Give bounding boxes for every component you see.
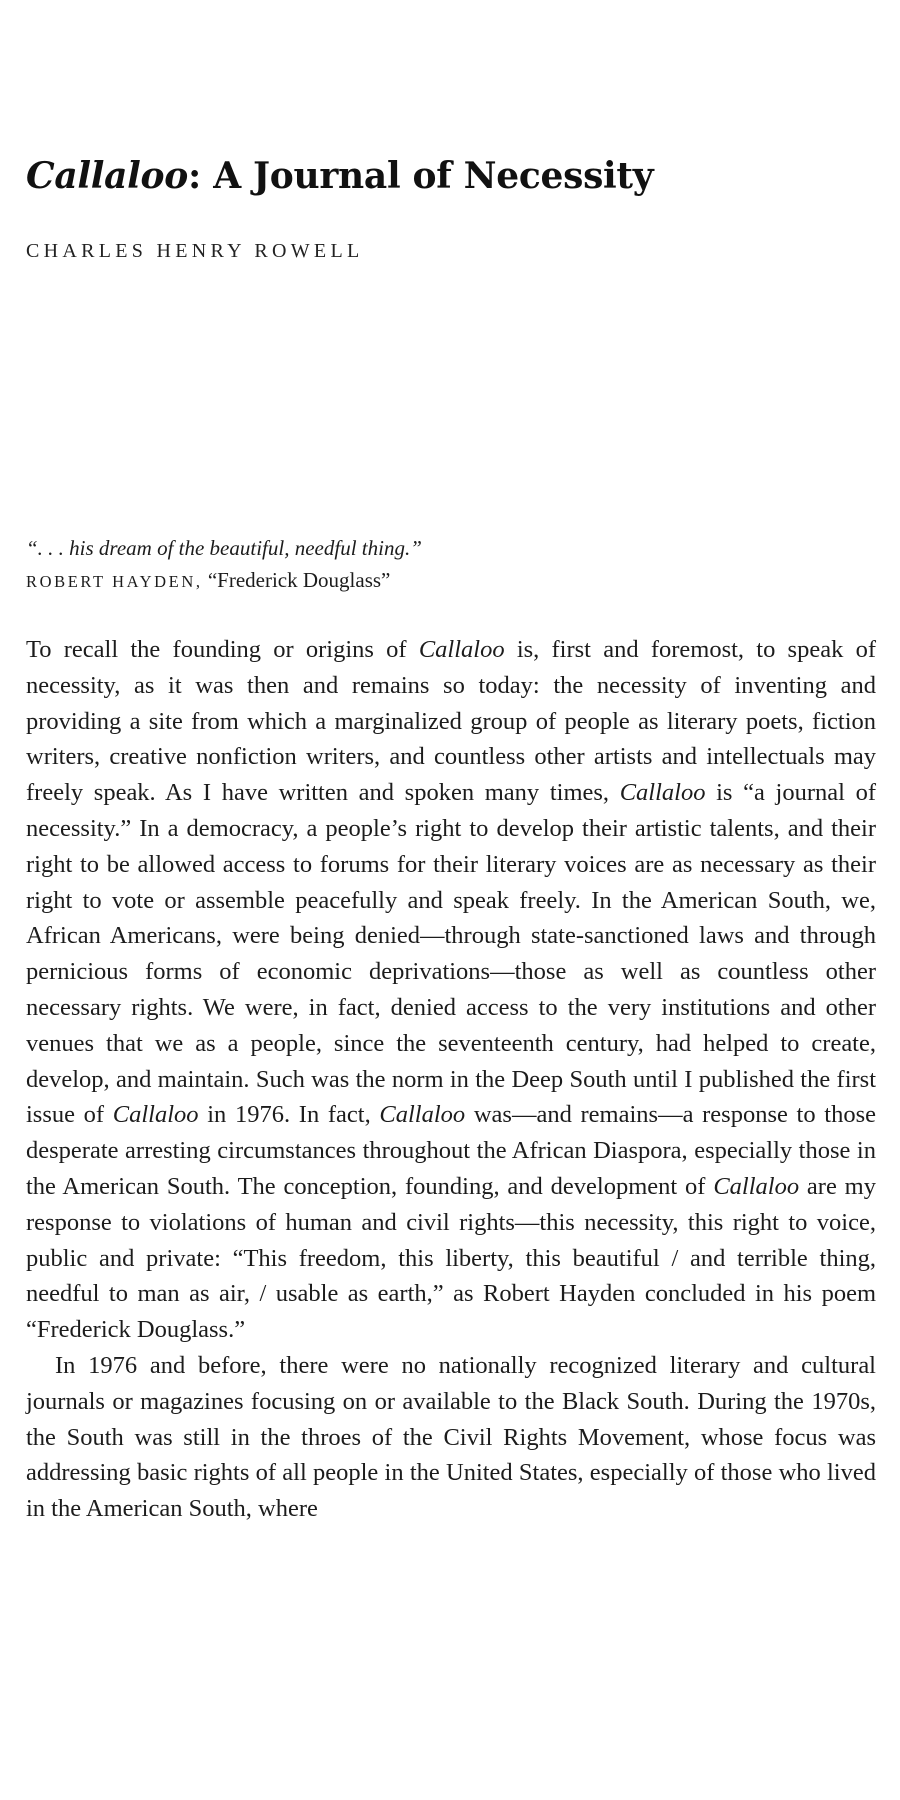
author-name: CHARLES HENRY ROWELL: [26, 240, 364, 262]
journal-name-italic: Callaloo: [112, 1101, 199, 1129]
article-title: [26, 154, 653, 198]
journal-name-italic: Callaloo: [418, 636, 505, 663]
epigraph-attribution: [26, 564, 876, 598]
paragraph-text: are my response to violations of human and civil rights—this necessity, this right to voice, public and private: “This freedom, this liberty, this beautiful / and terrible thing, needful to man as air, / usable as earth,” as Robert Hayden concluded in his poem “Frederick Douglass.”: [26, 1172, 876, 1344]
epigraph-work: “Frederick Douglass”: [202, 568, 391, 592]
paragraph-1: [26, 632, 876, 1348]
epigraph-author: ROBERT HAYDEN,: [26, 572, 203, 591]
article-body: [26, 632, 876, 1527]
paragraph-text: is, first and foremost, to speak of necessity, as it was then and remains so today: the necessity of inventing and providing a site from which a marginalized group of people as literary poets, fiction writers, creative nonfiction writers, and countless other artists and intellectuals may freely speak. As I have written and spoken many times,: [26, 636, 876, 807]
journal-name-italic: Callaloo: [713, 1172, 800, 1200]
journal-name-italic: Callaloo: [619, 779, 706, 807]
paragraph-text: is “a journal of necessity.” In a democracy, a people’s right to develop their artistic talents, and their right to be allowed access to forums for their literary voices are as necessary as their right to vote or assemble peacefully and speak freely. In the American South, we, African Americans, were being denied—through state-sanctioned laws and through pernicious forms of economic deprivations—those as well as countless other necessary rights. We were, in fact, denied access to the very institutions and other venues that we as a people, since the seventeenth century, had helped to create, develop, and maintain. Such was the norm in the Deep South until I published the first issue of: [26, 779, 876, 1129]
epigraph-quote: “. . . his dream of the beautiful, needful thing.”: [26, 536, 422, 560]
journal-name: Callaloo: [26, 155, 188, 197]
journal-name-italic: Callaloo: [379, 1101, 466, 1129]
paragraph-text: In 1976 and before, there were no nationally recognized literary and cultural journals or magazines focusing on or available to the Black South. During the 1970s, the South was still in the throes of the Civil Rights Movement, whose focus was addressing basic rights of all people in the United States, especially of those who lived in the American South, where: [26, 1351, 876, 1523]
epigraph: [26, 532, 876, 598]
paragraph-text: in 1976. In fact,: [198, 1101, 380, 1129]
paragraph-text: To recall the founding or origins of: [26, 636, 419, 663]
paragraph-text: was—and remains—a response to those desperate arresting circumstances throughout the African Diaspora, especially those in the American South. The conception, founding, and development of: [26, 1101, 876, 1200]
paragraph-2: [26, 1348, 876, 1527]
title-subtitle: : A Journal of Necessity: [187, 155, 654, 197]
